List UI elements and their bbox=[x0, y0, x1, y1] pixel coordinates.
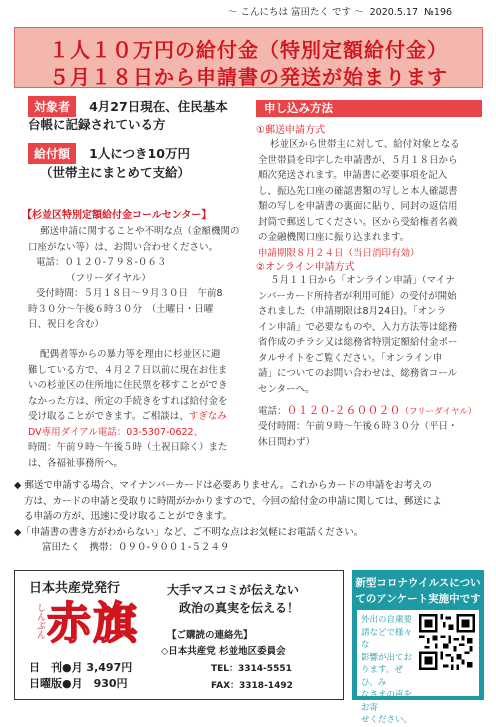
mail-line: 全世帯員を印字した申請書が、５月１８日から bbox=[258, 154, 458, 166]
target-tag: 対象者 bbox=[28, 96, 76, 117]
qr-code-icon[interactable] bbox=[419, 614, 475, 670]
contact-fax: FAX：3318-1492 bbox=[211, 681, 293, 691]
logo-kana: しんぶん bbox=[35, 603, 45, 639]
publisher: 日本共産党発行 bbox=[29, 581, 121, 596]
cc-line: 受付時間：５月１８日～９月３０日 午前8 bbox=[36, 288, 223, 299]
cc-line: 郵送申請に関することや不明な点（金額機関の bbox=[40, 226, 240, 237]
headline-1: １人１０万円の給付金（特別定額給付金） bbox=[49, 38, 448, 62]
dv-line: なかった方は、所定の手続きをすれば給付金を bbox=[28, 395, 228, 407]
covid-line: 外出の自粛要 bbox=[361, 615, 413, 625]
mail-line: 類の写しを申請書の裏面に貼り、同封の返信用 bbox=[258, 201, 458, 212]
target-line1: 4月27日現在、住民基本 bbox=[89, 99, 228, 114]
price-daily: 日 刊●月 3,497円 bbox=[29, 661, 133, 674]
covid-line: なさまの声をお寄 bbox=[361, 690, 413, 713]
mail-line: 杉並区から世帯主に対して、給付対象となる bbox=[270, 139, 460, 150]
phone-label: 電話： bbox=[258, 406, 287, 417]
mail-line: 封筒で郵送してください。区から受給権者名義 bbox=[258, 216, 458, 228]
covid-panel bbox=[357, 610, 479, 725]
mail-line: の金融機関口座に振り込まれます。 bbox=[258, 232, 410, 243]
dv-red-1: すぎなみ bbox=[188, 411, 227, 422]
akahata-ad bbox=[14, 570, 344, 700]
amount-line1: 1人につき10万円 bbox=[89, 146, 190, 161]
slogan-1: 大手マスコミが伝えない bbox=[167, 583, 300, 597]
dv-text: 受け取ることができます。ご相談は、 bbox=[28, 411, 189, 422]
cc-phone: 電話：０１２０-７９８-０６３ bbox=[36, 257, 167, 268]
amount-block bbox=[28, 143, 190, 164]
covid-title bbox=[352, 575, 484, 607]
online-line: 請」についてのお問い合わせは、総務省コール bbox=[258, 368, 458, 379]
mail-line: し、振込先口座の確認書類の写しと本人確認書 bbox=[258, 185, 458, 197]
callcenter-title: 【杉並区特別定額給付金コールセンター】 bbox=[22, 210, 212, 221]
dv-line: 時間：午前９時～午後５時（土祝日除く）また bbox=[28, 442, 228, 453]
headline-2: ５月１８日から申請書の発送が始まります bbox=[49, 65, 448, 89]
online-line: ンバーカード所持者が利用可能）の受付が開始 bbox=[258, 290, 457, 302]
issue-date: 2020.5.17 bbox=[369, 7, 418, 18]
dv-line: いの杉並区の住所地に住民票を移すことができ bbox=[28, 380, 228, 391]
contact-tel: TEL：3314-5551 bbox=[211, 664, 292, 674]
dv-body bbox=[28, 347, 250, 471]
online-hours bbox=[258, 419, 488, 450]
dv-line bbox=[28, 409, 250, 425]
contact-org: ◇日本共産党 杉並地区委員会 bbox=[161, 646, 286, 657]
mail-line: 順次発送されます。申請書に必要事項を記入 bbox=[258, 170, 448, 181]
phone-note: （フリーダイヤル） bbox=[400, 407, 477, 417]
headline-banner bbox=[14, 27, 483, 88]
notice-block bbox=[14, 478, 484, 556]
online-line: されました（申請期限は8月24日)。「オンラ bbox=[258, 306, 447, 317]
greeting: ～ こんにちは 富田たく です ～ bbox=[228, 7, 364, 18]
covid-title-1: 新型コロナウイルスについ bbox=[355, 577, 481, 589]
logo-text: 赤旗 bbox=[47, 598, 139, 649]
contact-title: 【ご購読の連絡先】 bbox=[167, 630, 253, 641]
dv-line: は、各福祉事務所へ。 bbox=[28, 457, 124, 469]
online-line: イン申請」で必要なものや、入力方法等は総務 bbox=[258, 321, 458, 333]
online-head: ②オンライン申請方式 bbox=[256, 262, 355, 273]
notice-line: 方は、カードの申請と受取りに時間がかかりますので、今回の給付金の申請に関しては、郵送によ bbox=[24, 495, 442, 507]
callcenter-body bbox=[28, 224, 250, 333]
covid-line: ります。ぜひ、み bbox=[361, 665, 403, 688]
covid-title-2: てのアンケート実施中です bbox=[355, 593, 481, 605]
covid-line: 請などで様々な bbox=[361, 627, 413, 650]
cc-line: （フリーダイヤル） bbox=[66, 272, 151, 284]
online-phone bbox=[258, 403, 488, 421]
dv-line: 難している方で、４月２７日以前に現在お住ま bbox=[28, 364, 228, 376]
notice-line: ◆ 郵送で申請する場合、マイナンバーカードは必要ありません。これからカードの申請をお考えの bbox=[14, 480, 432, 491]
amount-line2: （世帯主にまとめて支給） bbox=[40, 165, 191, 180]
target-line2: 台帳に記録されている方 bbox=[28, 117, 166, 132]
dv-line: 配偶者等からの暴力等を理由に杉並区に避 bbox=[40, 349, 221, 360]
online-body bbox=[258, 273, 488, 397]
cc-line: 日、祝日を含む） bbox=[28, 319, 105, 330]
covid-line: 影響が出てお bbox=[361, 652, 413, 663]
covid-survey bbox=[352, 570, 484, 725]
dv-red-2: DV専用ダイアル電話：03-5307-0622、 bbox=[28, 426, 204, 438]
phone-number: ０１２０-２６００２０ bbox=[286, 404, 401, 417]
header-line bbox=[228, 4, 490, 18]
notice-line: る申請の方が、迅速に受け取ることができます。 bbox=[24, 511, 233, 522]
covid-text bbox=[361, 614, 417, 727]
cc-line: 時３０分～午後６時３０分 （土曜日・日曜 bbox=[28, 303, 214, 315]
mail-deadline: 申請期限８月２４日（当日消印有効） bbox=[258, 247, 420, 259]
issue-number: №196 bbox=[424, 7, 453, 18]
mail-body bbox=[258, 137, 488, 261]
online-line: タルサイトをご覧ください。「オンライン申 bbox=[258, 352, 443, 364]
online-line: センターへ。 bbox=[258, 383, 315, 395]
notice-contact: 富田たく 携帯：０９０-９００１-５２４９ bbox=[42, 542, 230, 553]
hours-line: 受付時間：午前９時～午後６時３０分（平日・ bbox=[258, 421, 458, 432]
apply-title: 申し込み方法 bbox=[256, 100, 482, 117]
notice-line: ◆「申請書の書き方がわからない」など、ご不明な点はお気軽にお電話ください。 bbox=[14, 526, 364, 538]
online-line: 省作成のチラシ又は総務省特別定額給付金ポー bbox=[258, 337, 458, 348]
cc-line: 口座がない等）は、お問い合わせください。 bbox=[28, 241, 219, 253]
online-line: ５月１１日から「オンライン申請」（マイナ bbox=[270, 275, 455, 286]
covid-line: せください。 bbox=[361, 715, 413, 725]
amount-tag: 給付額 bbox=[28, 143, 76, 164]
slogan-2: 政治の真実を伝える！ bbox=[179, 601, 300, 615]
hours-line: 休日問わず） bbox=[258, 436, 316, 448]
price-sunday: 日曜版●月 930円 bbox=[29, 677, 128, 690]
akahata-logo bbox=[25, 597, 155, 655]
target-block bbox=[28, 96, 228, 117]
mail-head: ①郵送申請方式 bbox=[256, 125, 325, 136]
